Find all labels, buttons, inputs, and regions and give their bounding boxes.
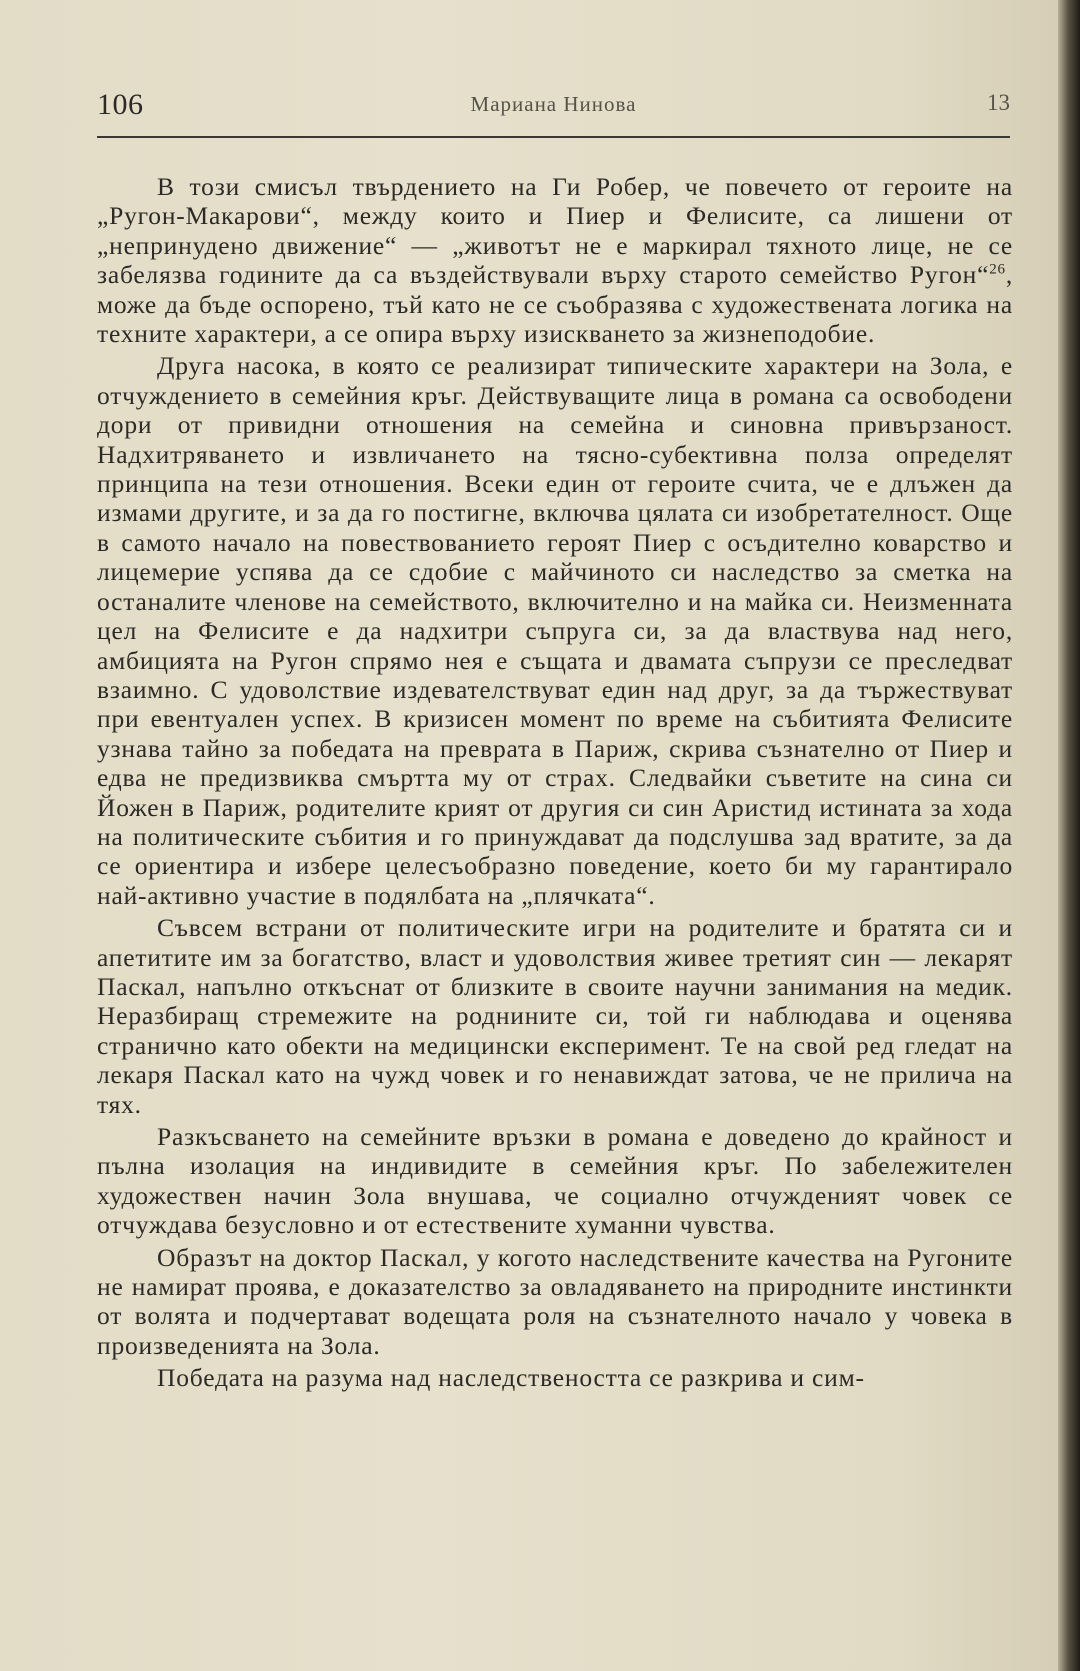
corner-mark: 13 [987, 90, 1010, 115]
paragraph-1-text: В този смисъл твърдението на Ги Робер, че повечето от героите на „Ругон-Макарови“, между които и Пиер и Фелисите, са лишени от „непринудено движение“ — „животът не е маркирал тяхното лице, не се забелязва годините да са въздействували върху старото семейство Ругон“ [97, 172, 1013, 290]
paragraph-5: Образът на доктор Паскал, у когото наследствените качества на Ругоните не намират проява, е доказателство за овладяването на природните инстинкти от волята и подчертават водещата роля на съзнателното начало у човека в произведенията на Зола. [97, 1242, 1013, 1360]
paragraph-3: Съвсем встрани от политическите игри на родителите и братята си и апетитите им за богатство, власт и удоволствия живее третият син — лекарят Паскал, напълно откъснат от близките в своите научни занимания на медик. Неразбиращ стремежите на роднините си, той ги наблюдава и оценява странично като обекти на медицински експеримент. Те на свой ред гледат на лекаря Паскал като на чужд човек и го ненавиждат затова, че не прилича на тях. [97, 913, 1013, 1119]
paragraph-4: Разкъсването на семейните връзки в романа е доведено до крайност и пълна изолация на индивидите в семейния кръг. По забележителен художествен начин Зола внушава, че социално отчужденият човек се отчуждава безусловно и от естествените хуманни чувства. [97, 1122, 1013, 1240]
page-header [97, 88, 1010, 128]
page-number: 106 [97, 88, 144, 121]
footnote-ref: 26 [989, 261, 1006, 278]
paragraph-6: Победата на разума над наследствеността се разкрива и сим- [157, 1363, 865, 1393]
header-rule [97, 136, 1010, 138]
paragraph-1-text-cont: , може да бъде оспорено, тъй като не се съобразява с художествената логика на техните характери, а се опира върху изискването за жизнеподобие. [97, 260, 1013, 349]
paragraph-1 [97, 172, 1013, 348]
body-text [97, 172, 1013, 1393]
running-head: Мариана Нинова [470, 92, 637, 116]
paragraph-2: Друга насока, в която се реализират типическите характери на Зола, е отчуждението в семейния кръг. Действуващите лица в романа са освободени дори от привидни отношения на семейна и синовна привързаност. Надхитряването и извличането на тясно-субективна полза определят принципа на тези отношения. Всеки един от героите счита, че е длъжен да измами другите, и за да го постигне, включва цялата си изобретателност. Още в самото начало на повествованието героят Пиер с осъдително коварство и лицемерие успява да се сдобие с майчиното си наследство за сметка на останалите членове на семейството, включително и на майка си. Неизменната цел на Фелисите е да надхитри съпруга си, за да властвува над него, амбицията на Ругон спрямо нея е същата и двамата съпрузи се преследват взаимно. С удоволствие издевателствуват един над друг, за да тържествуват при евентуален успех. В кризисен момент по време на събитията Фелисите узнава тайно за победата на преврата в Париж, скрива съзнателно от Пиер и едва не предизвиква смъртта му от страх. Следвайки съветите на сина си Йожен в Париж, родителите крият от другия си син Аристид истината за хода на политическите събития и го принуждават да подслушва зад вратите, за да се ориентира и избере целесъобразно поведение, което би му гарантирало най-активно участие в подялбата на „плячката“. [97, 351, 1013, 910]
book-spine-shadow [1058, 0, 1080, 1671]
